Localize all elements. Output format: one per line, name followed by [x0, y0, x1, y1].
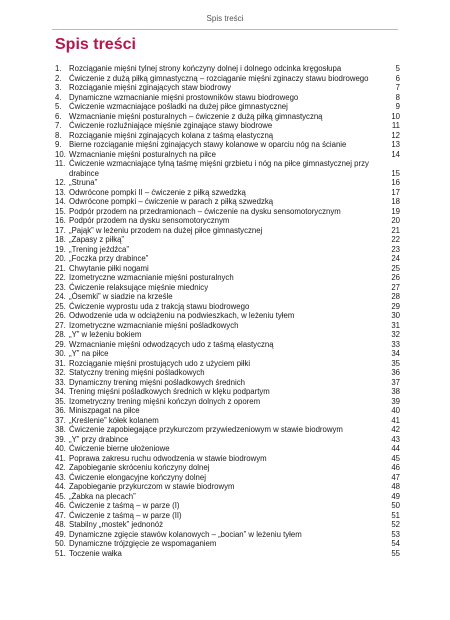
toc-entry-title: Dynamiczny trening mięśni pośladkowych średnich: [69, 377, 245, 387]
toc-entry-page: 34: [391, 349, 400, 358]
toc-entry-title: „Pająk” w leżeniu przodem na dużej piłce gimnastycznej: [69, 225, 263, 235]
toc-entry-title: Izometryczny trening mięśni kończyn dolnych z oporem: [69, 396, 261, 406]
toc-entry-number: 17.: [55, 225, 66, 235]
toc-entry-number: 41.: [55, 453, 66, 463]
toc-entry: [55, 64, 400, 74]
toc-entry: [55, 340, 400, 350]
toc-entry-title: Stabilny „mostek” jednonóż: [69, 520, 164, 529]
toc-entry: [55, 520, 400, 530]
toc-entry-number: 11.: [55, 159, 66, 168]
toc-entry-title: Rozciąganie mięśni zginających staw biodrowy: [69, 83, 232, 92]
toc-entry: [55, 302, 400, 312]
toc-entry: [55, 197, 400, 207]
toc-entry-number: 8.: [55, 130, 62, 140]
toc-entry-number: 13.: [55, 187, 66, 197]
header-rule: [52, 29, 398, 30]
toc-entry-title: „Kreślenie” kółek kolanem: [69, 415, 159, 425]
toc-entry-number: 12.: [55, 178, 66, 187]
toc-entry-number: 29.: [55, 339, 66, 349]
toc-entry: [55, 359, 400, 369]
toc-entry: [55, 292, 400, 302]
toc-entry-number: 1.: [55, 64, 62, 73]
toc-entry-page: 16: [391, 178, 400, 187]
toc-entry-page: 25: [391, 263, 400, 273]
toc-entry-number: 26.: [55, 311, 66, 320]
toc-entry-number: 33.: [55, 377, 66, 387]
toc-entry-page: 17: [391, 187, 400, 197]
toc-entry-title: Odwrócone pompki – ćwiczenie w parach z piłką szwedzką: [69, 197, 274, 206]
toc-entry: [55, 216, 400, 226]
toc-entry: [55, 511, 400, 521]
toc-entry-page: 45: [391, 453, 400, 463]
toc-entry-page: 42: [391, 425, 400, 434]
toc-entry: [55, 235, 400, 245]
toc-entry: [55, 311, 400, 321]
toc-entry-page: 8: [395, 92, 400, 102]
toc-entry-title: Odwodzenie uda w odciążeniu na podwieszkach, w leżeniu tyłem: [69, 311, 295, 320]
toc-entry-number: 51.: [55, 548, 66, 558]
toc-entry: [55, 121, 400, 131]
toc-entry-number: 7.: [55, 121, 62, 130]
toc-entry-page: 51: [391, 510, 400, 520]
toc-entry-page: 54: [391, 539, 400, 548]
toc-entry-title: Trening mięśni pośladkowych średnich w klęku podpartym: [69, 387, 270, 396]
toc-entry-title: „Ósemki” w siadzie na krześle: [69, 292, 173, 301]
toc-entry-title: Ćwiczenie z dużą piłką gimnastyczną – rozciąganie mięśni zginaczy stawu biodrowego: [69, 73, 369, 83]
toc-entry-number: 18.: [55, 235, 66, 244]
toc-entry-number: 23.: [55, 282, 66, 292]
toc-entry-page: 43: [391, 434, 400, 444]
toc-entry-number: 14.: [55, 197, 66, 206]
toc-entry: [55, 425, 400, 435]
toc-entry-page: 32: [391, 330, 400, 339]
toc-entry-page: 10: [391, 111, 400, 121]
toc-entry-title: „Struna”: [69, 178, 98, 187]
toc-entry: [55, 321, 400, 331]
toc-entry-page: 7: [395, 83, 400, 92]
toc-entry-number: 28.: [55, 330, 66, 339]
toc-entry-title: „Żabka na plecach”: [69, 491, 136, 501]
toc-entry-page: 35: [391, 358, 400, 368]
toc-entry-title: Poprawa zakresu ruchu odwodzenia w stawie biodrowym: [69, 453, 267, 463]
toc-entry-number: 20.: [55, 254, 66, 263]
toc-entry-number: 3.: [55, 83, 62, 92]
toc-entry: [55, 83, 400, 93]
toc-entry-page: 47: [391, 472, 400, 482]
toc-entry-number: 19.: [55, 244, 66, 254]
toc-entry-page: 6: [395, 73, 400, 83]
toc-entry-page: 30: [391, 311, 400, 320]
toc-entry-number: 22.: [55, 273, 66, 282]
toc-entry: [55, 273, 400, 283]
toc-entry-title: Dynamiczne trójzgięcie ze wspomaganiem: [69, 539, 217, 548]
toc-entry-page: 41: [391, 415, 400, 425]
toc-entry: [55, 530, 400, 540]
toc-entry-page: 55: [391, 548, 400, 558]
toc-entry-title: Ćwiczenie z taśmą – w parze (II): [69, 510, 182, 520]
toc-entry: [55, 283, 400, 293]
toc-entry-title: Bierne rozciąganie mięśni zginających stawy kolanowe w oparciu nóg na ścianie: [69, 140, 347, 149]
toc-entry-title: „Trening jeźdźca”: [69, 244, 129, 254]
toc-entry-title: Rozciąganie mięśni zginających kolana z taśmą elastyczną: [69, 130, 274, 140]
toc-entry-page: 11: [391, 121, 400, 130]
toc-entry: [55, 463, 400, 473]
toc-entry-number: 35.: [55, 396, 66, 406]
toc-entry: [55, 482, 400, 492]
toc-entry: [55, 454, 400, 464]
toc-entry: [55, 492, 400, 502]
toc-entry-title: Ćwiczenie wzmacniające tylną taśmę mięśni grzbietu i nóg na piłce gimnastycznej przy drabince: [69, 159, 369, 178]
toc-entry-title: Ćwiczenie z taśmą – w parze (I): [69, 501, 180, 510]
toc-entry: [55, 501, 400, 511]
toc-entry-page: 50: [391, 501, 400, 510]
toc-entry-title: „Y” w leżeniu bokiem: [69, 330, 142, 339]
toc-entry-title: Ćwiczenie wyprostu uda z trakcją stawu biodrowego: [69, 301, 250, 311]
toc-entry-page: 29: [391, 301, 400, 311]
toc-entry-number: 30.: [55, 349, 66, 358]
toc-entry-number: 44.: [55, 482, 66, 491]
toc-entry: [55, 349, 400, 359]
toc-entry: [55, 254, 400, 264]
toc-entry: [55, 539, 400, 549]
toc-entry-page: 14: [391, 149, 400, 159]
toc-entry: [55, 435, 400, 445]
toc-entry-number: 37.: [55, 415, 66, 425]
toc-entry-title: Izometryczne wzmacnianie mięśni pośladkowych: [69, 320, 239, 330]
toc-entry-number: 40.: [55, 444, 66, 453]
toc-entry-page: 27: [391, 282, 400, 292]
toc-entry-title: Wzmacnianie mięśni posturalnych na piłce: [69, 149, 216, 159]
toc-entry-number: 42.: [55, 463, 66, 472]
toc-entry-page: 12: [391, 130, 400, 140]
toc-entry-number: 36.: [55, 406, 66, 415]
toc-entry-page: 18: [391, 197, 400, 206]
toc-entry: [55, 406, 400, 416]
toc-entry-number: 25.: [55, 301, 66, 311]
toc-entry-page: 44: [391, 444, 400, 453]
toc-entry-title: Toczenie wałka: [69, 548, 122, 558]
toc-entry-page: 53: [391, 529, 400, 539]
toc-entry-number: 4.: [55, 92, 62, 102]
toc-entry-number: 27.: [55, 320, 66, 330]
toc-entry-page: 40: [391, 406, 400, 415]
toc-entry-title: Zapobieganie skróceniu kończyny dolnej: [69, 463, 210, 472]
toc-entry-page: 5: [395, 64, 400, 73]
toc-entry-title: Statyczny trening mięśni pośladkowych: [69, 368, 205, 377]
toc-entry-title: Chwytanie piłki nogami: [69, 263, 149, 273]
toc-entry-page: 9: [395, 102, 400, 111]
toc-entry-page: 38: [391, 387, 400, 396]
toc-entry: [55, 140, 400, 150]
toc-entry-page: 19: [391, 206, 400, 216]
toc-entry-number: 16.: [55, 216, 66, 225]
toc-entry-title: Ćwiczenie wzmacniające pośladki na dużej piłce gimnastycznej: [69, 102, 288, 111]
toc-entry: [55, 368, 400, 378]
toc-entry: [55, 93, 400, 103]
toc-entry-page: 23: [391, 244, 400, 254]
toc-entry-number: 32.: [55, 368, 66, 377]
toc-entry-title: Podpór przodem na przedramionach – ćwiczenie na dysku sensomotorycznym: [69, 206, 341, 216]
toc-entry: [55, 264, 400, 274]
toc-entry-title: Rozciąganie mięśni tylnej strony kończyny dolnej i dolnego odcinka kręgosłupa: [69, 64, 342, 73]
toc-entry-number: 6.: [55, 111, 62, 121]
toc-entry-page: 22: [391, 235, 400, 244]
toc-entry: [55, 330, 400, 340]
toc-entry-page: 49: [391, 491, 400, 501]
toc-entry-title: Wzmacnianie mięśni posturalnych – ćwiczenie z dużą piłką gimnastyczną: [69, 111, 323, 121]
toc-entry-number: 24.: [55, 292, 66, 301]
toc-entry: [55, 178, 400, 188]
toc-entry-title: Rozciąganie mięśni prostujących udo z użyciem piłki: [69, 358, 251, 368]
toc-entry: [55, 188, 400, 198]
toc-entry-number: 31.: [55, 358, 66, 368]
toc-entry-page: 21: [391, 225, 400, 235]
toc-entry-page: 20: [391, 216, 400, 225]
toc-entry-title: Ćwiczenie bierne ułożeniowe: [69, 444, 170, 453]
toc-entry-number: 49.: [55, 529, 66, 539]
toc-entry: [55, 397, 400, 407]
toc-entry-number: 9.: [55, 140, 62, 149]
toc-entry-page: 48: [391, 482, 400, 491]
toc-entry-number: 48.: [55, 520, 66, 529]
toc-entry-title: Izometryczne wzmacnianie mięśni posturalnych: [69, 273, 234, 282]
toc-entry: [55, 444, 400, 454]
toc-entry: [55, 245, 400, 255]
toc-entry: [55, 131, 400, 141]
toc-entry-page: 31: [391, 320, 400, 330]
toc-entry: [55, 387, 400, 397]
toc-entry-page: 46: [391, 463, 400, 472]
toc-entry: [55, 226, 400, 236]
toc-entry-title: „Y” na piłce: [69, 349, 109, 358]
toc-entry-page: 39: [391, 396, 400, 406]
running-header: Spis treści: [206, 14, 244, 23]
toc-entry-title: „Y” przy drabince: [69, 434, 129, 444]
toc-entry-number: 34.: [55, 387, 66, 396]
toc-entry-number: 5.: [55, 102, 62, 111]
toc-entry-title: Ćwiczenie relaksujące mięśnie miednicy: [69, 282, 209, 292]
toc-entry-title: Ćwiczenie rozluźniające mięśnie zginające stawy biodrowe: [69, 121, 273, 130]
toc-entry: [55, 102, 400, 112]
toc-entry-page: 36: [391, 368, 400, 377]
toc-entry: [55, 207, 400, 217]
toc-entry-title: „Foczka przy drabince”: [69, 254, 149, 263]
toc-entry-number: 45.: [55, 491, 66, 501]
toc-entry-title: Dynamiczne wzmacnianie mięśni prostowników stawu biodrowego: [69, 92, 299, 102]
toc-entry-title: Wzmacnianie mięśni odwodzących udo z taśmą elastyczną: [69, 339, 274, 349]
toc-entry: [55, 473, 400, 483]
toc-entry-title: Ćwiczenie zapobiegające przykurczom przywiedzeniowym w stawie biodrowym: [69, 425, 343, 434]
table-of-contents: [55, 64, 400, 558]
toc-entry: [55, 159, 400, 178]
toc-entry: [55, 549, 400, 559]
toc-entry-number: 39.: [55, 434, 66, 444]
toc-entry: [55, 416, 400, 426]
toc-entry-number: 10.: [55, 149, 66, 159]
page-title: Spis treści: [55, 36, 136, 53]
toc-entry-title: Zapobieganie przykurczom w stawie biodrowym: [69, 482, 235, 491]
toc-entry-number: 47.: [55, 510, 66, 520]
toc-entry-number: 50.: [55, 539, 66, 548]
toc-entry-title: Odwrócone pompki II – ćwiczenie z piłką szwedzką: [69, 187, 246, 197]
toc-entry-page: 24: [391, 254, 400, 263]
toc-entry-number: 15.: [55, 206, 66, 216]
toc-entry-number: 38.: [55, 425, 66, 434]
toc-entry-title: Podpór przodem na dysku sensomotorycznym: [69, 216, 230, 225]
toc-entry-number: 21.: [55, 263, 66, 273]
toc-entry-title: „Zapasy z piłką”: [69, 235, 125, 244]
toc-entry: [55, 112, 400, 122]
toc-entry-title: Ćwiczenie elongacyjne kończyny dolnej: [69, 472, 206, 482]
toc-entry-page: 33: [391, 339, 400, 349]
toc-entry-number: 43.: [55, 472, 66, 482]
toc-entry-number: 46.: [55, 501, 66, 510]
toc-entry-page: 13: [391, 140, 400, 149]
toc-entry-title: Dynamiczne zgięcie stawów kolanowych – „bocian” w leżeniu tyłem: [69, 529, 302, 539]
toc-entry-page: 26: [391, 273, 400, 282]
toc-entry-page: 15: [391, 168, 400, 178]
toc-entry-page: 52: [391, 520, 400, 529]
toc-entry: [55, 378, 400, 388]
toc-entry-page: 28: [391, 292, 400, 301]
toc-entry-number: 2.: [55, 73, 62, 83]
toc-entry-title: Miniszpagat na piłce: [69, 406, 140, 415]
toc-entry: [55, 150, 400, 160]
toc-entry: [55, 74, 400, 84]
toc-entry-page: 37: [391, 377, 400, 387]
